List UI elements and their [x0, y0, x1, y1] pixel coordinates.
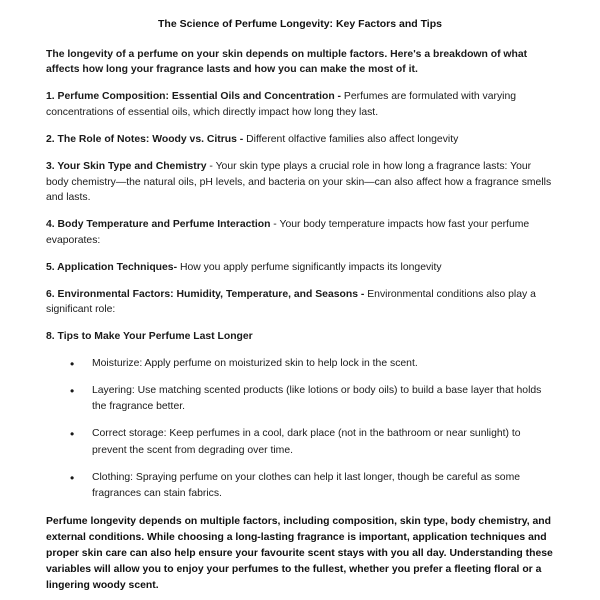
section-heading-3: 3. Your Skin Type and Chemistry: [46, 160, 207, 172]
section-heading-4: 4. Body Temperature and Perfume Interaction: [46, 219, 271, 231]
section-paragraph-4: [46, 217, 554, 249]
closing-paragraph: Perfume longevity depends on multiple factors, including composition, skin type, body chemistry, and external conditions. While choosing a long-lasting fragrance is important, application techniques and proper skin care can also help ensure your favourite scent stays with you all day. Understanding these variables will allow you to enjoy your perfumes to the fullest, whether you prefer a fleeting floral or a lingering woody scent.: [46, 515, 553, 592]
section-heading-6: 6. Environmental Factors: Humidity, Temperature, and Seasons -: [46, 288, 365, 300]
section-paragraph-6: [46, 287, 554, 319]
section-body-3: - Your skin type plays a crucial role in how long a fragrance lasts: Your body chemistry—the natural oils, pH levels, and bacteria on your skin—can also affect how a fragrance smells and lasts.: [46, 160, 552, 204]
page-title: The Science of Perfume Longevity: Key Factors and Tips: [158, 18, 442, 30]
list-item: • Correct storage: Keep perfumes in a cool, dark place (not in the bathroom or near sunlight) to prevent the scent from degrading over time.: [70, 426, 554, 458]
section-paragraph-2: [46, 132, 554, 148]
section-heading-2: 2. The Role of Notes: Woody vs. Citrus -: [46, 133, 244, 145]
section-body-2: Different olfactive families also affect longevity: [243, 133, 459, 145]
tips-list: [46, 356, 554, 502]
section-paragraph-5: [46, 260, 554, 276]
list-item: • Moisturize: Apply perfume on moisturized skin to help lock in the scent.: [70, 356, 554, 372]
tips-heading: 8. Tips to Make Your Perfume Last Longer: [46, 331, 253, 343]
section-paragraph-1: [46, 89, 554, 121]
section-heading-1: 1. Perfume Composition: Essential Oils and Concentration -: [46, 91, 342, 103]
section-body-5: How you apply perfume significantly impacts its longevity: [177, 261, 442, 273]
section-body-6: Environmental conditions also play a significant role:: [46, 288, 536, 316]
section-body-4: - Your body temperature impacts how fast your perfume evaporates:: [46, 219, 530, 246]
list-item: • Clothing: Spraying perfume on your clothes can help it last longer, though be careful as some fragrances can stain fabrics.: [70, 470, 554, 502]
section-body-1: Perfumes are formulated with varying concentrations of essential oils, which directly impact how long they last.: [46, 91, 517, 119]
intro-paragraph: The longevity of a perfume on your skin depends on multiple factors. Here's a breakdown of what affects how long your fragrance lasts and how you can make the most of it.: [46, 48, 528, 76]
section-paragraph-3: [46, 159, 554, 206]
section-heading-5: 5. Application Techniques-: [46, 261, 178, 273]
list-item: • Layering: Use matching scented products (like lotions or body oils) to build a base layer that holds the fragrance better.: [70, 383, 554, 415]
